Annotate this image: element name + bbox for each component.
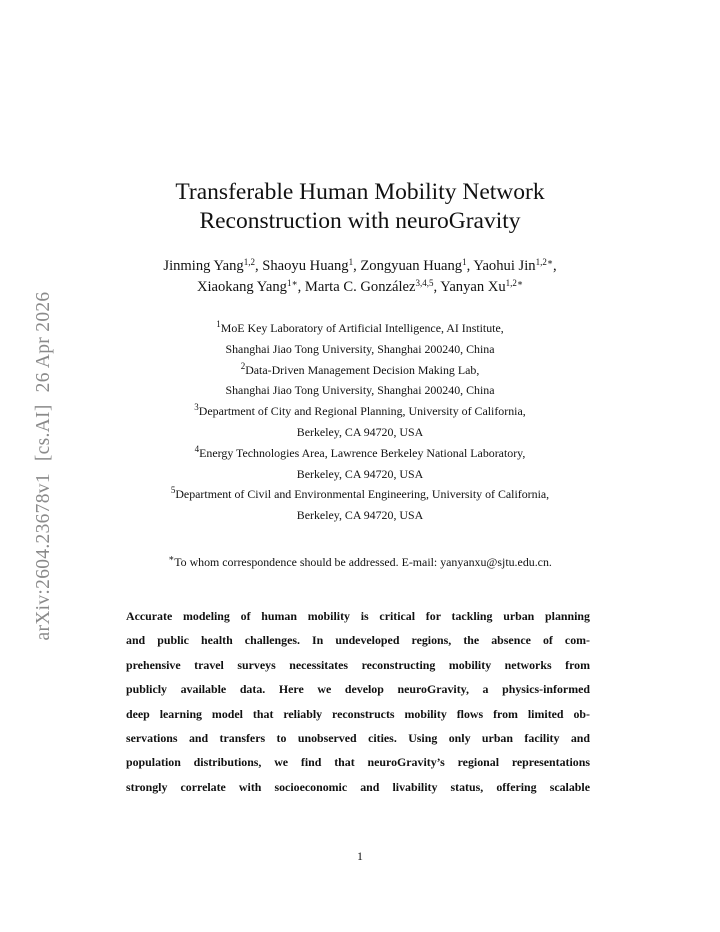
author-name: Shaoyu Huang [262,258,349,274]
affiliation-text: MoE Key Laboratory of Artificial Intelligence, AI Institute, [220,321,504,335]
affiliation-mark: 1 [216,319,221,329]
affiliation-mark: 5 [170,485,176,496]
affiliation-mark: 4 [194,443,200,454]
abstract-line: strongly correlate with socioeconomic and livability status, offering scalable [126,779,590,794]
affiliation-text: Department of Civil and Environmental Engineering, University of California, [175,487,550,502]
author-name: Yanyan Xu [440,279,506,295]
affiliation-text: Berkeley, CA 94720, USA [296,466,424,481]
affiliation-line [0,401,720,422]
author-separator: , [353,258,361,274]
author-separator: , [466,258,474,274]
author-affil-mark: 1,2∗ [505,278,524,288]
abstract-line: publicly available data. Here we develop neuroGravity, a physics-informed [126,682,590,697]
paper-title [0,178,720,236]
affiliation-line [0,360,720,381]
author-name: Xiaokang Yang [196,279,287,295]
author-separator: , [433,279,441,295]
abstract-line: Accurate modeling of human mobility is critical for tackling urban planning [126,609,590,623]
affiliation-line [0,318,720,339]
affiliation-mark: 2 [240,360,246,371]
author-name: Jinming Yang [163,258,244,274]
title-line: Transferable Human Mobility Network [175,179,545,205]
title-line: Reconstruction with neuroGravity [199,208,521,234]
affiliation-text: Shanghai Jiao Tong University, Shanghai 200240, China [225,383,495,398]
affiliation-text: Energy Technologies Area, Lawrence Berkeley National Laboratory, [199,445,526,460]
abstract-line: deep learning model that reliably reconstructs mobility flows from limited ob- [126,706,590,721]
arxiv-date: 26 Apr 2026 [33,291,54,393]
abstract [126,604,590,799]
abstract-line: and public health challenges. In undeveloped regions, the absence of com- [126,633,590,648]
affiliation-line [0,443,720,464]
affiliation-text: Department of City and Regional Planning, University of California, [198,404,526,419]
affiliation-text: Berkeley, CA 94720, USA [296,424,424,439]
author-separator: , [552,258,557,274]
author-affil-mark: 1,2∗ [535,257,553,267]
author-separator: , [297,279,305,295]
affiliation-text: Shanghai Jiao Tong University, Shanghai 200240, China [225,341,495,356]
abstract-line: servations and transfers to unobserved cities. Using only urban facility and [126,731,590,746]
author-separator: , [254,258,263,274]
author-affil-mark: 3,4,5 [415,278,434,288]
correspondence-mark: ∗ [168,553,175,563]
affiliation-line [0,380,720,401]
author-affil-mark: 1 [462,257,467,267]
author-affil-mark: 1 [348,257,354,267]
affiliation-line [0,422,720,443]
author-affil-mark: 1,2 [243,257,255,267]
author-name: Marta C. González [304,279,416,295]
correspondence-text: To whom correspondence should be addressed. E-mail: yanyanxu@sjtu.edu.cn. [174,555,552,569]
affiliation-text: Data-Driven Management Decision Making Lab, [245,362,480,377]
page-number: 1 [357,849,363,863]
affiliation-line [0,339,720,360]
correspondence-note [0,553,720,571]
abstract-line: prehensive travel surveys necessitates reconstructing mobility networks from [126,657,590,672]
affiliation-line [0,464,720,485]
affiliation-text: Berkeley, CA 94720, USA [296,508,424,523]
author-list [0,256,720,298]
affiliation-mark: 3 [194,402,199,413]
author-affil-mark: 1∗ [286,278,298,288]
affiliation-list [0,318,720,526]
abstract-line: population distributions, we find that neuroGravity’s regional representations [126,755,590,770]
arxiv-id-text: arXiv:2604.23678v1 [33,473,54,641]
affiliation-line [0,505,720,526]
affiliation-line [0,484,720,505]
author-name: Yaohui Jin [473,258,536,274]
author-line [0,256,720,277]
author-name: Zongyuan Huang [360,258,463,274]
arxiv-category: [cs.AI] [33,404,54,462]
author-line [0,277,720,298]
